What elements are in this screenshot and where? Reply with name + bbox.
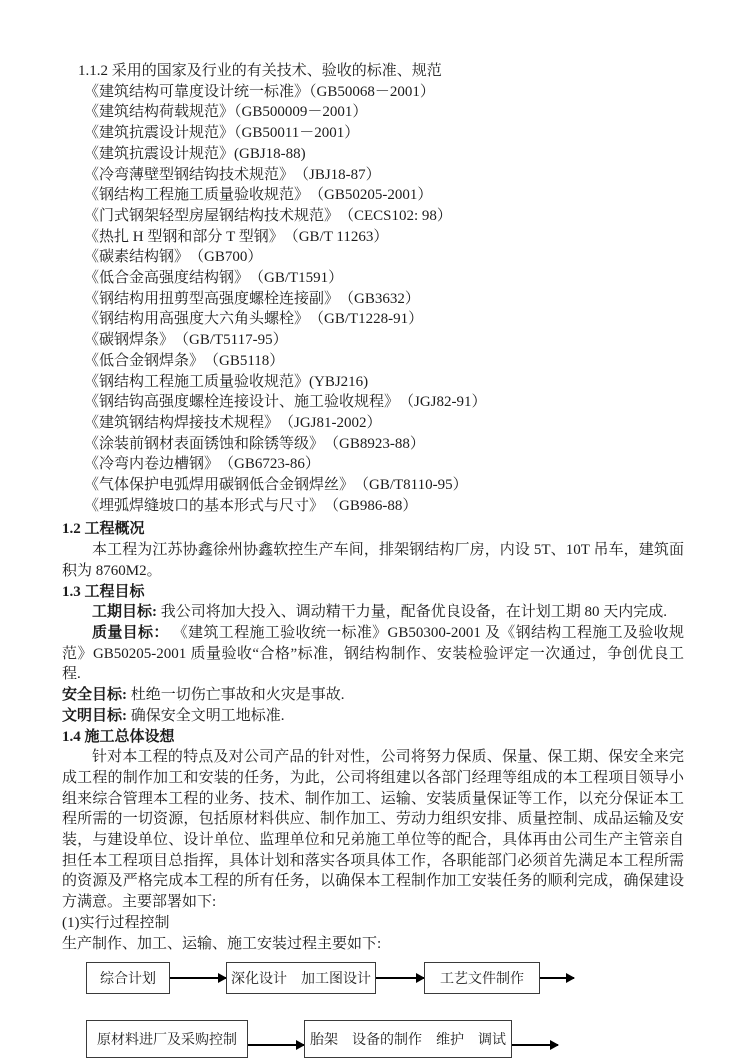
standard-item: 《冷弯薄壁型钢结钩技术规范》 （JBJ18-87） xyxy=(84,166,381,183)
goal-quality-text: 《建筑工程施工验收统一标准》GB50300-2001 及《钢结构工程施工及验收规范》GB50205-2001 质量验收“合格”标准，钢结构制作、安装检验评定一次通过，争创优良工程. xyxy=(62,624,684,683)
section-12-body: 本工程为江苏协鑫徐州协鑫软控生产车间，排架钢结构厂房，内设 5T、10T 吊车，建筑面积为 8760M2。 xyxy=(62,542,684,579)
standard-item: 《气体保护电弧焊用碳钢低合金钢焊丝》 （GB/T8110-95） xyxy=(84,477,468,494)
standard-item: 《钢结构用扭剪型高强度螺栓连接副》 （GB3632） xyxy=(84,290,420,307)
document-content xyxy=(62,61,684,954)
standard-item: 《热扎 H 型钢和部分 T 型钢》 （GB/T 11263） xyxy=(84,228,389,245)
standard-item: 《门式钢架轻型房屋钢结构技术规范》 （CECS102: 98） xyxy=(84,207,452,224)
goal-duration-text: 我公司将加大投入、调动精干力量，配备优良设备，在计划工期 80 天内完成. xyxy=(157,604,668,621)
section-14-item1: (1)实行过程控制 xyxy=(62,914,170,931)
standard-item: 《碳素结构钢》 （GB700） xyxy=(84,249,263,266)
goal-safety-text: 杜绝一切伤亡事故和火灾是事故. xyxy=(127,687,345,704)
standard-item: 《涂装前钢材表面锈蚀和除锈等级》 （GB8923-88） xyxy=(84,435,425,452)
standard-item: 《钢结构工程施工质量验收规范》(YBJ216) xyxy=(84,373,369,390)
flow-arrow-right-icon xyxy=(170,977,226,979)
standard-item: 《冷弯内卷边槽钢》 （GB6723-86） xyxy=(84,456,320,473)
flowchart-box-process-docs: 工艺文件制作 xyxy=(424,962,540,994)
flowchart-box-equipment: 胎架 设备的制作 维护 调试 xyxy=(304,1020,512,1058)
goal-safety xyxy=(62,685,684,706)
goal-civility-text: 确保安全文明工地标准. xyxy=(127,707,285,724)
goal-safety-label: 安全目标: xyxy=(62,687,127,704)
standard-item: 《钢结构工程施工质量验收规范》 （GB50205-2001） xyxy=(84,187,433,204)
goal-duration-label: 工期目标: xyxy=(92,604,157,621)
flow-arrow-right-icon xyxy=(376,977,424,979)
standard-item: 《低合金高强度结构钢》 （GB/T1591） xyxy=(84,270,344,287)
section-112-title: 1.1.2 采用的国家及行业的有关技术、验收的标准、规范 xyxy=(78,63,442,79)
section-14-heading: 1.4 施工总体设想 xyxy=(62,728,175,745)
flowchart-box-detail-design: 深化设计 加工图设计 xyxy=(226,962,376,994)
standards-list xyxy=(62,82,684,517)
goal-civility-label: 文明目标: xyxy=(62,707,127,724)
section-14-body: 针对本工程的特点及对公司产品的针对性，公司将努力保质、保量、保工期、保安全来完成工程的制作加工和安装的任务，为此，公司将组建以各部门经理等组成的本工程项目领导小组来综合管理本工程的业务、技术、制作加工、运输、安装质量保证等工作，以充分保证本工程所需的一切资源，包括原材料供应、制作加工、劳动力组织安排、质量控制、成品运输及安装，与建设单位、设计单位、监理单位和兄弟施工单位等的配合，具体再由公司生产主管亲自担任本工程项目总指挥，具体计划和落实各项具体工作，各职能部门必须首先满足本工程所需的资源及严格完成本工程的所有任务，以确保本工程制作加工安装任务的顺利完成，确保建设方满意。主要部署如下: xyxy=(62,749,684,911)
standard-item: 《钢结钩高强度螺栓连接设计、施工验收规程》 （JGJ82-91） xyxy=(84,394,487,411)
goal-duration xyxy=(62,602,684,623)
standard-item: 《钢结构用高强度大六角头螺栓》 （GB/T1228-91） xyxy=(84,311,424,328)
section-12-heading: 1.2 工程概况 xyxy=(62,521,145,538)
flow-arrow-right-icon xyxy=(540,977,574,979)
flowchart-box-general-plan: 综合计划 xyxy=(86,962,170,994)
goal-civility xyxy=(62,706,684,727)
goal-quality xyxy=(62,623,684,685)
standard-item: 《建筑结构可靠度设计统一标准》（GB50068－2001） xyxy=(84,83,435,100)
standard-item: 《建筑钢结构焊接技术规程》 （JGJ81-2002） xyxy=(84,414,382,431)
flow-arrow-right-icon xyxy=(248,1044,304,1046)
standard-item: 《建筑结构荷载规范》（GB500009－2001） xyxy=(84,104,368,121)
flow-arrow-right-icon xyxy=(512,1044,558,1046)
flowchart-box-raw-materials: 原材料进厂及采购控制 xyxy=(86,1020,248,1058)
standard-item: 《埋弧焊缝坡口的基本形式与尺寸》 （GB986-88） xyxy=(84,497,418,514)
standard-item: 《建筑抗震设计规范》(GBJ18-88) xyxy=(84,145,306,162)
section-13-heading: 1.3 工程目标 xyxy=(62,583,145,600)
section-14-item2: 生产制作、加工、运输、施工安装过程主要如下: xyxy=(62,935,382,952)
standard-item: 《建筑抗震设计规范》（GB50011－2001） xyxy=(84,125,360,142)
standard-item: 《碳钢焊条》 （GB/T5117-95） xyxy=(84,332,288,349)
goal-quality-label: 质量目标： xyxy=(92,624,169,641)
standard-item: 《低合金钢焊条》 （GB5118） xyxy=(84,352,285,369)
